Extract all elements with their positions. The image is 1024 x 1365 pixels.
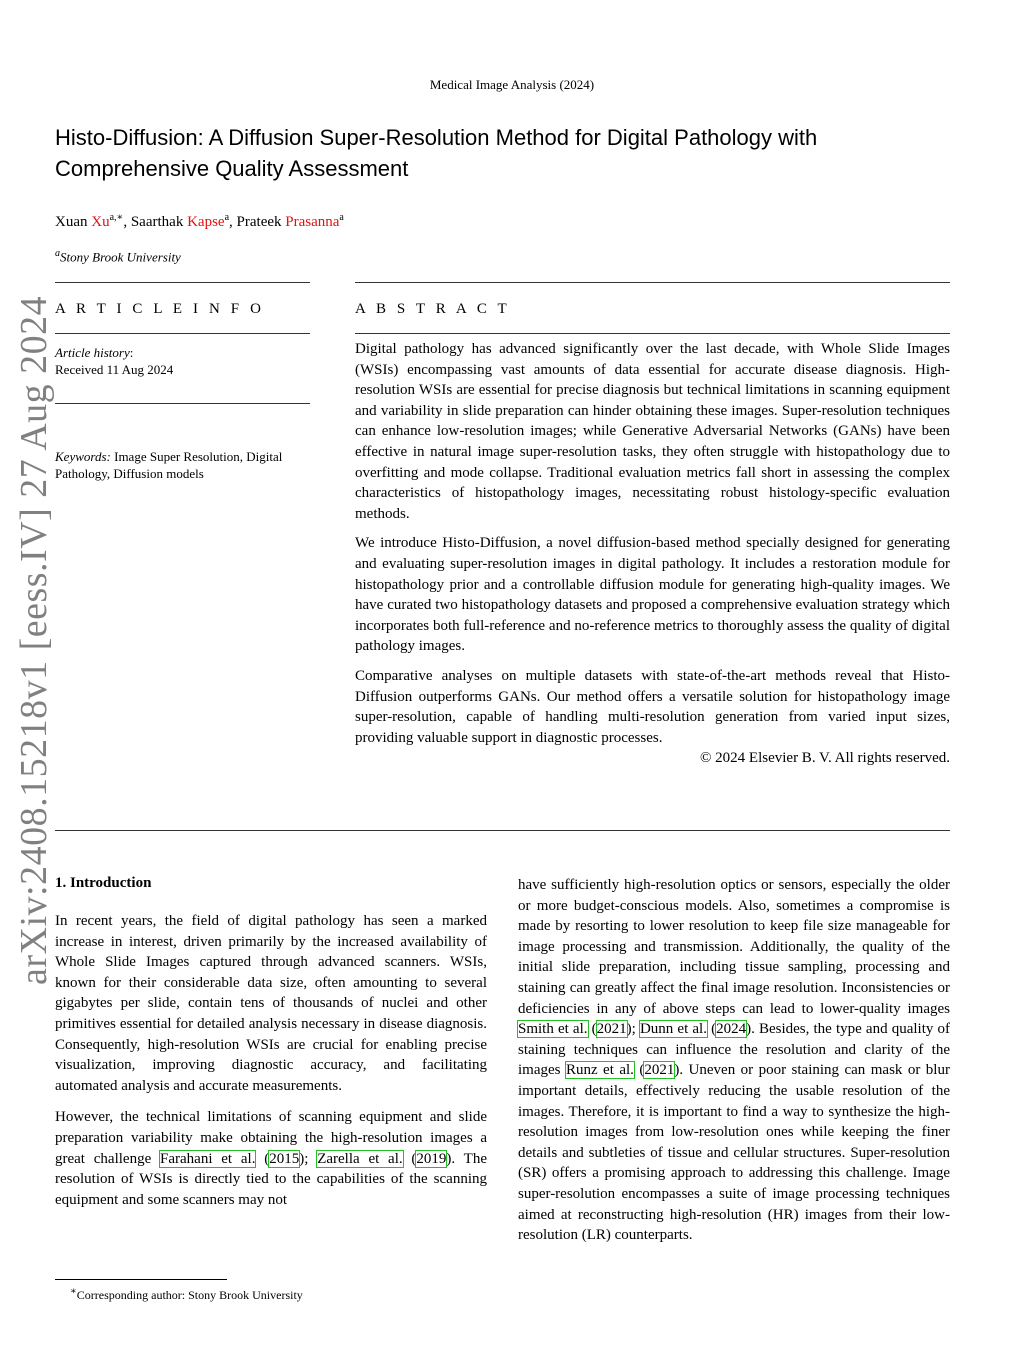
affiliation <box>55 248 181 265</box>
abstract-paragraph: Comparative analyses on multiple datasets with state-of-the-art methods reveal that Histo-Diffusion outperforms GANs. Our method offers a versatile solution for histopathology image super-resolution, capable of handling multi-resolution generation from varied input sizes, providing valuable support in diagnostic processes. <box>355 667 950 746</box>
affiliation-text: Stony Brook University <box>60 249 181 265</box>
author-first-name: Prateek <box>236 214 286 230</box>
article-info-heading: A R T I C L E I N F O <box>55 301 265 317</box>
text-run: ); <box>626 1021 640 1038</box>
abstract-body <box>355 339 950 778</box>
keywords-text: Image Super Resolution, Digital Pathology, Diffusion models <box>55 449 283 481</box>
paper-title: Histo-Diffusion: A Diffusion Super-Resolution Method for Digital Pathology with Comprehensive Quality Assessment <box>55 125 818 181</box>
author-affil-mark: a <box>339 212 344 223</box>
text-run: However, the technical limitations of scanning equipment and slide preparation variability make obtaining the high-resolution images a great challenge <box>55 1109 487 1167</box>
citation-year-link[interactable]: 2019 <box>416 1150 447 1167</box>
article-history <box>55 344 173 378</box>
body-paragraph: In recent years, the field of digital pathology has seen a marked increase in interest, driven primarily by the increased availability of Whole Slide Images captured through advanced scanners. WSIs, known for their considerable data size, often amounting to several gigabytes per slide, contain tens of thousands of nuclei and other primitives essential for detailed analysis necessary in disease diagnosis. Consequently, high-resolution WSIs are crucial for enabling precise visualization, improving diagnostic accuracy, and facilitating automated analysis and accurate measurements. <box>55 913 487 1094</box>
text-run: ); <box>299 1150 318 1167</box>
journal-header: Medical Image Analysis (2024) <box>429 77 595 92</box>
abstract-heading: A B S T R A C T <box>355 301 511 317</box>
text-run: ( <box>587 1021 597 1038</box>
citation-year-link[interactable]: 2021 <box>596 1021 627 1038</box>
citation-year-link[interactable]: 2021 <box>644 1062 675 1079</box>
footnote-rule <box>55 1279 227 1280</box>
body-left-column <box>55 875 487 1221</box>
citation-link[interactable]: Zarella et al. <box>317 1150 403 1167</box>
body-paragraph <box>55 1107 487 1210</box>
text-run: have sufficiently high-resolution optics or sensors, especially the older or more budget-conscious models. Also, sometimes a compromise is made by resorting to lower resolution to keep file size manageable for image processing and transmission. Additionally, the quality of the initial slide preparation, including tissue sampling, processing and staining can greatly affect the final image resolution. Inconsistencies or deficiencies in any of above steps can lead to lower-quality images <box>518 877 950 1017</box>
author-first-name: Xuan <box>55 214 92 230</box>
copyright: © 2024 Elsevier B. V. All rights reserved. <box>700 750 950 767</box>
body-paragraph <box>518 875 950 1246</box>
footnote-mark: ∗ <box>70 1286 77 1297</box>
footnote-text: Corresponding author: Stony Brook University <box>76 1288 303 1302</box>
section-heading: 1. Introduction <box>55 875 152 891</box>
text-run: ). The resolution of WSIs is directly tied to the capabilities of the scanning equipment and some scanners may not <box>55 1150 487 1208</box>
author-first-name: Saarthak <box>130 214 188 230</box>
text-run: ( <box>402 1150 417 1167</box>
abstract-paragraph: We introduce Histo-Diffusion, a novel diffusion-based method specially designed for generating and evaluating super-resolution images in digital pathology. It includes a restoration module for histopathology prior and a controllable diffusion module for generating high-quality images. We have curated two histopathology datasets and proposed a comprehensive evaluation strategy which incorporates both full-reference and no-reference metrics to thoroughly assess the quality of digital pathology images. <box>355 535 950 655</box>
keywords <box>55 448 287 482</box>
text-run: ). Uneven or poor staining can mask or blur important details, effectively reducing the usable resolution of the images. Therefore, it is important to find a way to synthesize the high-resolution images from low-resolution ones while keeping the finer details and subtleties of tissue and cellular structures. Super-resolution (SR) offers a promising approach to addressing this challenge. Image super-resolution encompasses a suite of image processing techniques aimed at reconstructing high-resolution (HR) images from their low-resolution (LR) counterparts. <box>518 1062 950 1244</box>
divider <box>55 282 310 283</box>
citation-year-link[interactable]: 2015 <box>269 1150 300 1167</box>
abstract-paragraph: Digital pathology has advanced significantly over the last decade, with Whole Slide Images (WSIs) encompassing vast amounts of data essential for accurate disease diagnosis. High-resolution WSIs are essential for precise diagnosis but technical limitations in scanning equipment and variability in slide preparation can hinder obtaining these images. Super-resolution techniques can enhance low-resolution images; while Generative Adversarial Networks (GANs) have been effective in natural image super-resolution tasks, they often struggle with histopathology due to overfitting and mode collapse. Traditional evaluation metrics fall short in assessing the complex characteristics of histopathology images, necessitating robust histology-specific evaluation methods. <box>355 341 950 522</box>
citation-year-link[interactable]: 2024 <box>716 1021 747 1038</box>
citation-link[interactable]: Smith et al. <box>518 1021 588 1038</box>
divider <box>55 333 310 334</box>
body-right-column <box>518 875 950 1257</box>
affiliation-mark: a <box>55 248 60 259</box>
citation-link[interactable]: Dunn et al. <box>639 1021 707 1038</box>
history-colon: : <box>129 345 134 360</box>
author-affil-mark: a,∗ <box>109 212 124 223</box>
author-affil-mark: a <box>224 212 230 223</box>
arxiv-identifier-stamp: arXiv:2408.15218v1 [eess.IV] 27 Aug 2024 <box>13 295 55 985</box>
citation-link[interactable]: Farahani et al. <box>160 1150 256 1167</box>
received-date: Received 11 Aug 2024 <box>55 362 174 377</box>
divider <box>355 282 950 283</box>
author-surname-link[interactable]: Kapse <box>187 214 225 230</box>
footnote <box>70 1286 303 1303</box>
author-surname-link[interactable]: Prasanna <box>285 214 340 230</box>
keywords-label: Keywords: <box>55 449 111 464</box>
author-list: Xuan $Xu^{a,∗}$, Saarthak Kapse$^a$, Prateek Prasanna$^a$ <box>55 212 344 230</box>
author-surname-link[interactable]: Xu <box>91 214 110 230</box>
text-run: ( <box>255 1150 270 1167</box>
text-run: ( <box>633 1062 645 1079</box>
text-run: ( <box>706 1021 717 1038</box>
divider <box>355 333 950 334</box>
citation-link[interactable]: Runz et al. <box>565 1062 634 1079</box>
history-label: Article history <box>55 345 130 360</box>
text-run: ). Besides, the type and quality of staining techniques can influence the resolution and clarity of the images <box>518 1021 951 1079</box>
divider <box>55 403 310 404</box>
section-divider <box>55 830 950 831</box>
